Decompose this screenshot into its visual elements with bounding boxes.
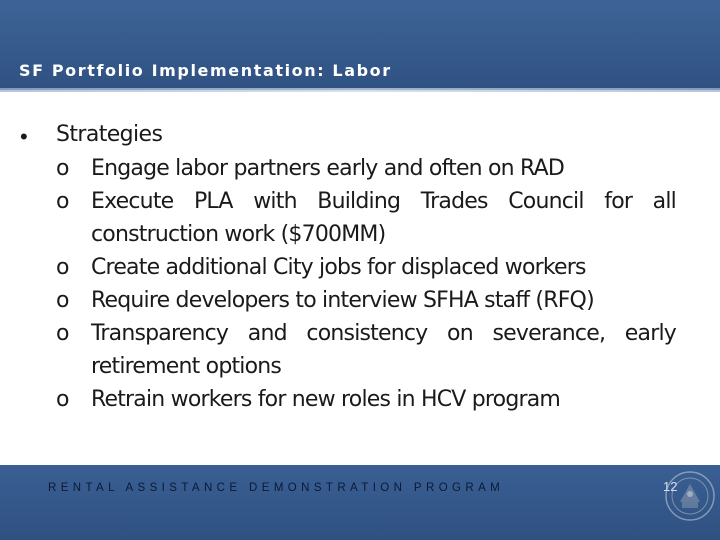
sub-bullet-text: Retrain workers for new roles in HCV program xyxy=(91,387,561,412)
sub-bullet-text: Engage labor partners early and often on RAD xyxy=(91,156,565,181)
page-number: 12 xyxy=(663,479,678,494)
sub-bullet-text: Require developers to interview SFHA staff (RFQ) xyxy=(91,288,594,313)
main-bullet xyxy=(0,118,720,152)
sub-bullet-marker-icon: o xyxy=(56,321,70,346)
sub-bullet-text: Transparency and consistency on severance, early retirement options xyxy=(91,321,676,379)
slide-content xyxy=(0,118,720,416)
city-seal-icon xyxy=(664,470,716,522)
sub-bullet xyxy=(0,383,720,416)
sub-bullet-marker-icon: o xyxy=(56,156,70,181)
sub-bullet-text: Create additional City jobs for displaced workers xyxy=(91,255,586,280)
sub-bullet xyxy=(0,185,720,251)
sub-bullet xyxy=(0,152,720,185)
sub-bullet xyxy=(0,284,720,317)
bullet-dot-icon: • xyxy=(20,124,28,149)
sub-bullet-marker-icon: o xyxy=(56,255,70,280)
sub-bullet xyxy=(0,251,720,284)
sub-bullet-text: Execute PLA with Building Trades Council for all construction work ($700MM) xyxy=(91,189,676,247)
sub-bullet-marker-icon: o xyxy=(56,189,70,214)
sub-bullet xyxy=(0,317,720,383)
footer-bar xyxy=(0,465,720,540)
main-bullet-text: Strategies xyxy=(56,122,163,147)
slide-title: SF Portfolio Implementation: Labor xyxy=(19,61,392,80)
sub-bullet-marker-icon: o xyxy=(56,387,70,412)
sub-bullet-marker-icon: o xyxy=(56,288,70,313)
header-divider xyxy=(0,88,720,92)
footer-program-name: RENTAL ASSISTANCE DEMONSTRATION PROGRAM xyxy=(48,482,505,494)
